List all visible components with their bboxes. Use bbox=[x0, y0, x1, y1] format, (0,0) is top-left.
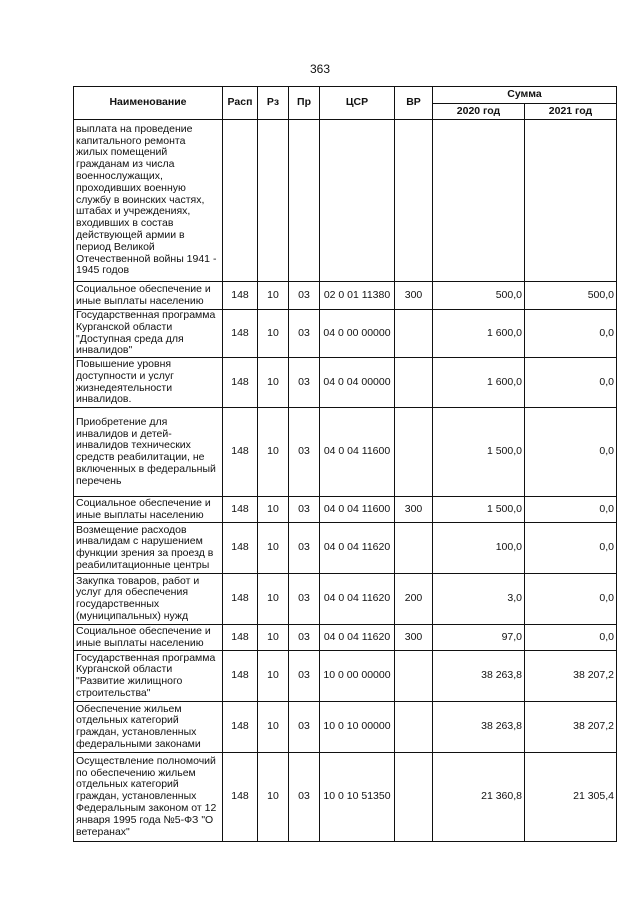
row-name: Закупка товаров, работ и услуг для обеспечения государственных (муниципальных) нужд bbox=[74, 574, 223, 625]
table-row bbox=[74, 702, 617, 753]
row-name: Социальное обеспечение и иные выплаты населению bbox=[74, 497, 223, 523]
row-pr: 03 bbox=[289, 497, 320, 523]
row-name: Осуществление полномочий по обеспечению жильем отдельных категорий граждан, установленных Федеральным законом от 12 января 1995 года №5-ФЗ "О ветеранах" bbox=[74, 753, 223, 842]
row-2021: 38 207,2 bbox=[525, 651, 617, 702]
row-2020: 1 600,0 bbox=[433, 310, 525, 358]
row-csr: 10 0 00 00000 bbox=[320, 651, 395, 702]
row-2021: 0,0 bbox=[525, 574, 617, 625]
row-2020: 1 600,0 bbox=[433, 358, 525, 408]
row-pr: 03 bbox=[289, 651, 320, 702]
row-rz: 10 bbox=[258, 651, 289, 702]
row-pr: 03 bbox=[289, 358, 320, 408]
row-csr: 02 0 01 11380 bbox=[320, 282, 395, 310]
row-rz: 10 bbox=[258, 574, 289, 625]
row-pr: 03 bbox=[289, 702, 320, 753]
row-csr: 04 0 04 00000 bbox=[320, 358, 395, 408]
row-vr bbox=[395, 120, 433, 282]
row-csr: 10 0 10 00000 bbox=[320, 702, 395, 753]
row-csr: 04 0 04 11620 bbox=[320, 625, 395, 651]
row-rz: 10 bbox=[258, 282, 289, 310]
row-2020: 1 500,0 bbox=[433, 408, 525, 497]
row-name: Социальное обеспечение и иные выплаты населению bbox=[74, 282, 223, 310]
table-row bbox=[74, 310, 617, 358]
row-2021: 0,0 bbox=[525, 408, 617, 497]
row-2021: 0,0 bbox=[525, 497, 617, 523]
row-pr bbox=[289, 120, 320, 282]
row-pr: 03 bbox=[289, 282, 320, 310]
row-csr: 10 0 10 51350 bbox=[320, 753, 395, 842]
row-vr bbox=[395, 523, 433, 574]
row-2021: 0,0 bbox=[525, 523, 617, 574]
row-2021: 38 207,2 bbox=[525, 702, 617, 753]
row-csr: 04 0 04 11620 bbox=[320, 574, 395, 625]
row-pr: 03 bbox=[289, 574, 320, 625]
header-2020: 2020 год bbox=[433, 104, 525, 120]
row-rasp: 148 bbox=[223, 282, 258, 310]
page-number: 363 bbox=[309, 62, 331, 76]
row-name: Повышение уровня доступности и услуг жизнедеятельности инвалидов. bbox=[74, 358, 223, 408]
row-rasp: 148 bbox=[223, 497, 258, 523]
table-row bbox=[74, 497, 617, 523]
row-2020: 21 360,8 bbox=[433, 753, 525, 842]
row-2020: 500,0 bbox=[433, 282, 525, 310]
row-csr: 04 0 04 11600 bbox=[320, 408, 395, 497]
row-2020: 38 263,8 bbox=[433, 702, 525, 753]
header-rasp: Расп bbox=[223, 87, 258, 120]
row-vr bbox=[395, 753, 433, 842]
table-row bbox=[74, 574, 617, 625]
row-vr: 300 bbox=[395, 625, 433, 651]
row-name: Социальное обеспечение и иные выплаты населению bbox=[74, 625, 223, 651]
header-2021: 2021 год bbox=[525, 104, 617, 120]
row-2021 bbox=[525, 120, 617, 282]
row-rasp: 148 bbox=[223, 523, 258, 574]
row-2020: 1 500,0 bbox=[433, 497, 525, 523]
row-2020: 38 263,8 bbox=[433, 651, 525, 702]
row-vr: 300 bbox=[395, 282, 433, 310]
header-vr: ВР bbox=[395, 87, 433, 120]
row-pr: 03 bbox=[289, 753, 320, 842]
row-rasp: 148 bbox=[223, 408, 258, 497]
row-csr: 04 0 04 11620 bbox=[320, 523, 395, 574]
row-rasp: 148 bbox=[223, 702, 258, 753]
row-rasp: 148 bbox=[223, 310, 258, 358]
row-pr: 03 bbox=[289, 310, 320, 358]
row-csr bbox=[320, 120, 395, 282]
row-rasp: 148 bbox=[223, 651, 258, 702]
header-rz: Рз bbox=[258, 87, 289, 120]
table-header bbox=[74, 87, 617, 120]
table-row bbox=[74, 358, 617, 408]
row-2020 bbox=[433, 120, 525, 282]
row-2020: 97,0 bbox=[433, 625, 525, 651]
row-name: Возмещение расходов инвалидам с нарушением функции зрения за проезд в реабилитационные центры bbox=[74, 523, 223, 574]
row-pr: 03 bbox=[289, 625, 320, 651]
table-row bbox=[74, 120, 617, 282]
table-row bbox=[74, 651, 617, 702]
row-name: Приобретение для инвалидов и детей-инвалидов технических средств реабилитации, не включенных в федеральный перечень bbox=[74, 408, 223, 497]
row-rasp: 148 bbox=[223, 753, 258, 842]
row-name: Государственная программа Курганской области "Доступная среда для инвалидов" bbox=[74, 310, 223, 358]
row-vr bbox=[395, 358, 433, 408]
row-pr: 03 bbox=[289, 408, 320, 497]
row-rz: 10 bbox=[258, 408, 289, 497]
row-csr: 04 0 00 00000 bbox=[320, 310, 395, 358]
row-rz: 10 bbox=[258, 310, 289, 358]
row-vr: 200 bbox=[395, 574, 433, 625]
table-row bbox=[74, 625, 617, 651]
row-name: выплата на проведение капитального ремонта жилых помещений гражданам из числа военнослужащих, проходивших военную службу в воинских частях, штабах и учреждениях, входивших в состав действующей армии в период Великой Отечественной войны 1941 - 1945 годов bbox=[74, 120, 223, 282]
row-2021: 21 305,4 bbox=[525, 753, 617, 842]
row-rz: 10 bbox=[258, 702, 289, 753]
header-name: Наименование bbox=[74, 87, 223, 120]
row-csr: 04 0 04 11600 bbox=[320, 497, 395, 523]
row-vr bbox=[395, 408, 433, 497]
row-2020: 100,0 bbox=[433, 523, 525, 574]
table-row bbox=[74, 282, 617, 310]
row-2021: 0,0 bbox=[525, 358, 617, 408]
row-rz bbox=[258, 120, 289, 282]
row-rz: 10 bbox=[258, 358, 289, 408]
row-vr bbox=[395, 651, 433, 702]
row-rasp: 148 bbox=[223, 358, 258, 408]
row-rasp: 148 bbox=[223, 625, 258, 651]
row-rasp: 148 bbox=[223, 574, 258, 625]
row-2021: 0,0 bbox=[525, 625, 617, 651]
table-body bbox=[74, 120, 617, 842]
budget-table bbox=[73, 86, 617, 842]
header-sum: Сумма bbox=[433, 87, 617, 104]
row-2021: 500,0 bbox=[525, 282, 617, 310]
row-name: Государственная программа Курганской области "Развитие жилищного строительства" bbox=[74, 651, 223, 702]
row-rz: 10 bbox=[258, 753, 289, 842]
row-rz: 10 bbox=[258, 497, 289, 523]
row-pr: 03 bbox=[289, 523, 320, 574]
row-vr bbox=[395, 702, 433, 753]
row-rz: 10 bbox=[258, 523, 289, 574]
table-row bbox=[74, 753, 617, 842]
row-rasp bbox=[223, 120, 258, 282]
row-rz: 10 bbox=[258, 625, 289, 651]
header-csr: ЦСР bbox=[320, 87, 395, 120]
table-row bbox=[74, 408, 617, 497]
row-2020: 3,0 bbox=[433, 574, 525, 625]
row-vr bbox=[395, 310, 433, 358]
row-2021: 0,0 bbox=[525, 310, 617, 358]
row-vr: 300 bbox=[395, 497, 433, 523]
table-row bbox=[74, 523, 617, 574]
header-pr: Пр bbox=[289, 87, 320, 120]
row-name: Обеспечение жильем отдельных категорий граждан, установленных федеральными законами bbox=[74, 702, 223, 753]
